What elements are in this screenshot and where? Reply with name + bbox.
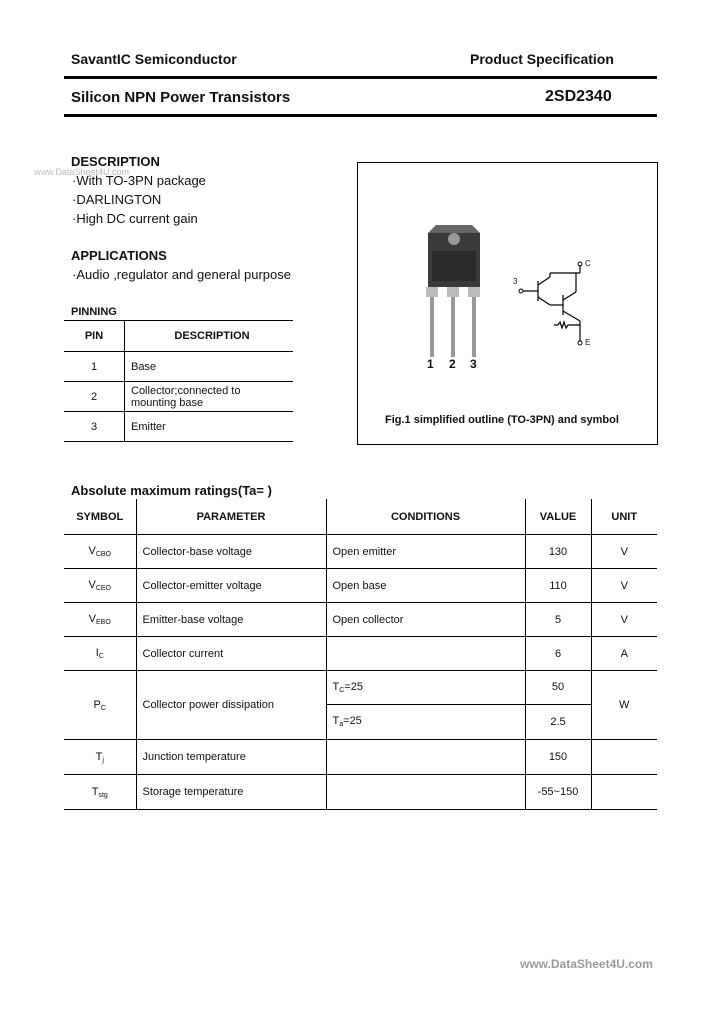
collector-label: C: [585, 259, 591, 268]
value-cell: 150: [525, 740, 591, 775]
table-row: [64, 352, 293, 382]
symbol-cell: $V_{EBO}$: [64, 603, 136, 637]
value-cell: 5: [525, 603, 591, 637]
watermark-small: www.DataSheet4U.com: [34, 167, 130, 177]
symbol-header: SYMBOL: [64, 499, 136, 535]
unit-cell: [591, 775, 657, 810]
symbol-cell: $V_{CEO}$: [64, 569, 136, 603]
product-line: Silicon NPN Power Transistors: [71, 89, 291, 106]
lead-label-1: 1: [427, 357, 434, 371]
conditions-header: CONDITIONS: [326, 499, 525, 535]
unit-cell: V: [591, 569, 657, 603]
header-rule-top: [64, 76, 657, 79]
pin-description: Base: [125, 352, 294, 382]
symbol-cell: $P_C$: [64, 671, 136, 740]
darlington-symbol: [523, 265, 580, 341]
conditions-cell: Open base: [326, 569, 525, 603]
unit-cell: [591, 740, 657, 775]
table-row: [64, 671, 657, 705]
conditions-cell: [326, 637, 525, 671]
description-item: ·High DC current gain: [72, 211, 198, 226]
pin-description: Emitter: [125, 412, 294, 442]
pin-description: Collector;connected to mounting base: [125, 382, 294, 412]
ratings-title: Absolute maximum ratings(Ta= ): [71, 483, 272, 498]
pin-number: 1: [64, 352, 125, 382]
table-row: [64, 535, 657, 569]
footer-watermark: www.DataSheet4U.com: [520, 957, 653, 971]
pinning-table: [64, 321, 293, 442]
table-row: [64, 569, 657, 603]
table-row: [64, 603, 657, 637]
header-rule-bottom: [64, 114, 657, 117]
value-cell: 2.5: [525, 704, 591, 739]
base-num-label: 3: [513, 277, 518, 286]
pin-header: PIN: [64, 321, 125, 352]
unit-cell: V: [591, 603, 657, 637]
package-drawing: [358, 163, 657, 444]
value-header: VALUE: [525, 499, 591, 535]
table-row: [64, 775, 657, 810]
description-item: ·With TO-3PN package: [72, 173, 206, 188]
value-cell: 6: [525, 637, 591, 671]
conditions-cell: Open emitter: [326, 535, 525, 569]
unit-header: UNIT: [591, 499, 657, 535]
table-row: [64, 637, 657, 671]
lead-3: [472, 297, 476, 357]
value-cell: -55~150: [525, 775, 591, 810]
conditions-cell: $T_C=25$: [326, 671, 525, 705]
parameter-cell: Storage temperature: [136, 775, 326, 810]
pin-number: 3: [64, 412, 125, 442]
lead-1: [430, 297, 434, 357]
parameter-cell: Collector power dissipation: [136, 671, 326, 740]
conditions-cell: Open collector: [326, 603, 525, 637]
emitter-label: E: [585, 338, 591, 347]
pin-desc-header: DESCRIPTION: [125, 321, 294, 352]
conditions-cell: [326, 775, 525, 810]
symbol-cell: $V_{CBO}$: [64, 535, 136, 569]
parameter-cell: Collector-emitter voltage: [136, 569, 326, 603]
table-row: [64, 412, 293, 442]
figure-box: [357, 162, 658, 445]
value-cell: 130: [525, 535, 591, 569]
parameter-cell: Collector-base voltage: [136, 535, 326, 569]
part-number: 2SD2340: [545, 88, 612, 105]
symbol-cell: $T_j$: [64, 740, 136, 775]
table-row: [64, 382, 293, 412]
unit-cell: V: [591, 535, 657, 569]
parameter-cell: Junction temperature: [136, 740, 326, 775]
value-cell: 50: [525, 671, 591, 705]
unit-cell: A: [591, 637, 657, 671]
pinning-title: PINNING: [71, 306, 117, 318]
pin-number: 2: [64, 382, 125, 412]
ratings-table: [64, 499, 657, 810]
lead-label-2: 2: [449, 357, 456, 371]
applications-item: ·Audio ,regulator and general purpose: [72, 267, 291, 282]
parameter-header: PARAMETER: [136, 499, 326, 535]
symbol-cell: $T_{stg}$: [64, 775, 136, 810]
parameter-cell: Emitter-base voltage: [136, 603, 326, 637]
symbol-cell: $I_C$: [64, 637, 136, 671]
company-name: SavantIC Semiconductor: [71, 51, 237, 67]
description-title: DESCRIPTION: [71, 154, 160, 169]
value-cell: 110: [525, 569, 591, 603]
unit-cell: W: [591, 671, 657, 740]
spec-label: Product Specification: [470, 51, 614, 67]
table-row: [64, 740, 657, 775]
lead-label-3: 3: [470, 357, 477, 371]
lead-2: [451, 297, 455, 357]
conditions-cell: [326, 740, 525, 775]
description-item: ·DARLINGTON: [72, 192, 162, 207]
parameter-cell: Collector current: [136, 637, 326, 671]
conditions-cell: $T_a=25$: [326, 704, 525, 739]
figure-caption: Fig.1 simplified outline (TO-3PN) and symbol: [385, 414, 619, 426]
applications-title: APPLICATIONS: [71, 248, 167, 263]
